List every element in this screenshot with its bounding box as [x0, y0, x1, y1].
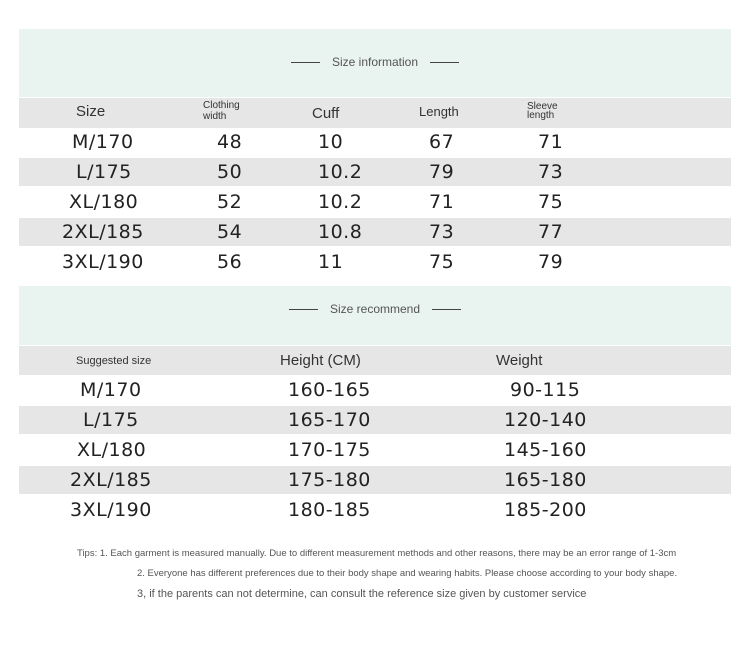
cell-size: 3XL/190 — [62, 251, 144, 273]
size-info-header-row — [19, 98, 731, 128]
tip-line-2: 2. Everyone has different preferences due to their body shape and wearing habits. Please choose according to your body shape. — [137, 568, 678, 579]
header-clothing-width: Clothing width — [203, 100, 240, 122]
cell-length: 75 — [429, 251, 455, 273]
size-recommend-header-row — [19, 346, 731, 375]
cell-width: 50 — [217, 161, 243, 183]
cell-width: 54 — [217, 221, 243, 243]
cell-width: 56 — [217, 251, 243, 273]
cell-height: 180-185 — [288, 499, 371, 521]
tip-line-3: 3, if the parents can not determine, can consult the reference size given by customer service — [137, 588, 587, 600]
cell-size: 2XL/185 — [62, 221, 144, 243]
size-info-row — [19, 158, 731, 186]
size-recommend-row — [19, 406, 731, 434]
header-suggested-size: Suggested size — [76, 354, 152, 367]
divider-line-right — [432, 309, 461, 310]
divider-line-left — [289, 309, 318, 310]
cell-width: 52 — [217, 191, 243, 213]
header-weight: Weight — [496, 352, 543, 369]
cell-cuff: 11 — [318, 251, 344, 273]
cell-height: 175-180 — [288, 469, 371, 491]
cell-width: 48 — [217, 131, 243, 153]
cell-sleeve: 79 — [538, 251, 564, 273]
size-info-row — [19, 218, 731, 246]
cell-size: L/175 — [83, 409, 139, 431]
cell-sleeve: 73 — [538, 161, 564, 183]
size-info-row — [19, 188, 731, 216]
cell-sleeve: 71 — [538, 131, 564, 153]
cell-size: M/170 — [80, 379, 142, 401]
size-info-banner — [19, 29, 731, 97]
header-length: Length — [419, 103, 459, 119]
cell-cuff: 10.2 — [318, 191, 363, 213]
header-cuff: Cuff — [312, 104, 340, 122]
size-recommend-banner — [19, 286, 731, 345]
cell-weight: 90-115 — [510, 379, 581, 401]
size-recommend-row — [19, 436, 731, 464]
size-recommend-row — [19, 466, 731, 494]
tip-line-1: Tips: 1. Each garment is measured manually. Due to different measurement methods and other reasons, there may be an error range of 1-3cm — [77, 548, 677, 559]
cell-size: L/175 — [76, 161, 132, 183]
cell-height: 165-170 — [288, 409, 371, 431]
size-info-row — [19, 248, 731, 276]
size-recommend-row — [19, 376, 731, 404]
cell-height: 160-165 — [288, 379, 371, 401]
cell-size: M/170 — [72, 131, 134, 153]
cell-length: 71 — [429, 191, 455, 213]
size-recommend-title: Size recommend — [329, 302, 421, 316]
header-size: Size — [76, 102, 106, 120]
cell-size: XL/180 — [69, 191, 139, 213]
divider-line-right — [430, 62, 459, 63]
cell-cuff: 10 — [318, 131, 344, 153]
cell-weight: 185-200 — [504, 499, 587, 521]
cell-cuff: 10.2 — [318, 161, 363, 183]
cell-sleeve: 75 — [538, 191, 564, 213]
cell-size: 3XL/190 — [70, 499, 152, 521]
cell-length: 67 — [429, 131, 455, 153]
header-height: Height (CM) — [280, 352, 361, 369]
cell-length: 79 — [429, 161, 455, 183]
cell-sleeve: 77 — [538, 221, 564, 243]
cell-size: 2XL/185 — [70, 469, 152, 491]
divider-line-left — [291, 62, 320, 63]
cell-cuff: 10.8 — [318, 221, 363, 243]
header-sleeve-length: Sleeve length — [527, 101, 558, 121]
cell-weight: 165-180 — [504, 469, 587, 491]
size-info-row — [19, 128, 731, 156]
cell-weight: 120-140 — [504, 409, 587, 431]
size-recommend-row — [19, 496, 731, 524]
size-info-title: Size information — [331, 55, 419, 69]
cell-weight: 145-160 — [504, 439, 587, 461]
cell-size: XL/180 — [77, 439, 147, 461]
cell-height: 170-175 — [288, 439, 371, 461]
cell-length: 73 — [429, 221, 455, 243]
